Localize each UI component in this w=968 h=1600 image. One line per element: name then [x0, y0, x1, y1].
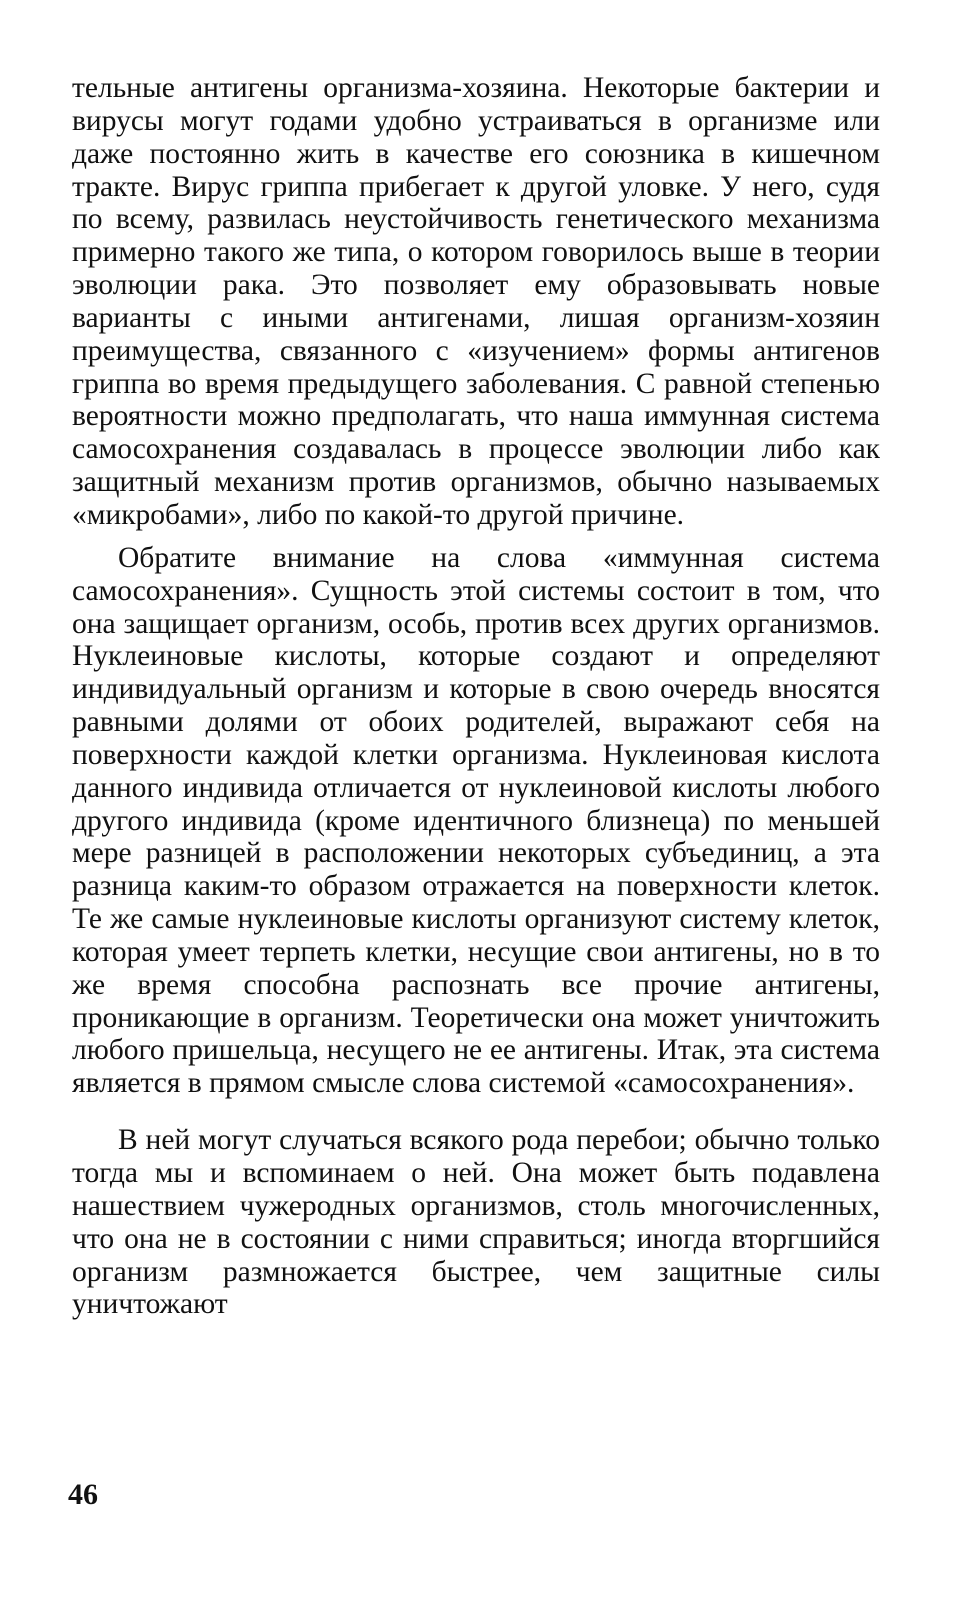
paragraph-3: В ней могут случаться всякого рода перебои; обычно только тогда мы и вспоминаем о ней. Она может быть подавлена нашествием чужеродных организмов, столь многочисленных, что она не в состоянии с ними справиться; иногда вторгшийся организм размножается быстрее, чем защитные силы уничтожают [72, 1124, 880, 1321]
page-number: 46 [68, 1478, 98, 1511]
page-text-block [72, 72, 880, 1321]
paragraph-2: Обратите внимание на слова «иммунная система самосохранения». Сущность этой системы состоит в том, что она защищает организм, особь, против всех других организмов. Нуклеиновые кислоты, которые создают и определяют индивидуальный организм и которые в свою очередь вносятся равными долями от обоих родителей, выражают себя на поверхности каждой клетки организма. Нуклеиновая кислота данного индивида отличается от нуклеиновой кислоты любого другого индивида (кроме идентичного близнеца) по меньшей мере разницей в расположении некоторых субъединиц, а эта разница каким-то образом отражается на поверхности клеток. Те же самые нуклеиновые кислоты организуют систему клеток, которая умеет терпеть клетки, несущие свои антигены, но в то же время способна распознать все прочие антигены, проникающие в организм. Теоретически она может уничтожить любого пришельца, несущего не ее антигены. Итак, эта система является в прямом смысле слова системой «самосохранения». [72, 541, 880, 1100]
paragraph-1: тельные антигены организма-хозяина. Некоторые бактерии и вирусы могут годами удобно устраиваться в организме или даже постоянно жить в качестве его союзника в кишечном тракте. Вирус гриппа прибегает к другой уловке. У него, судя по всему, развилась неустойчивость генетического механизма примерно такого же типа, о котором говорилось выше в теории эволюции рака. Это позволяет ему образовывать новые варианты с иными антигенами, лишая организм-хозяин преимущества, связанного с «изучением» формы антигенов гриппа во время предыдущего заболевания. С равной степенью вероятности можно предполагать, что наша иммунная система самосохранения создавалась в процессе эволюции либо как защитный механизм против организмов, обычно называемых «микробами», либо по какой-то другой причине. [72, 72, 880, 531]
